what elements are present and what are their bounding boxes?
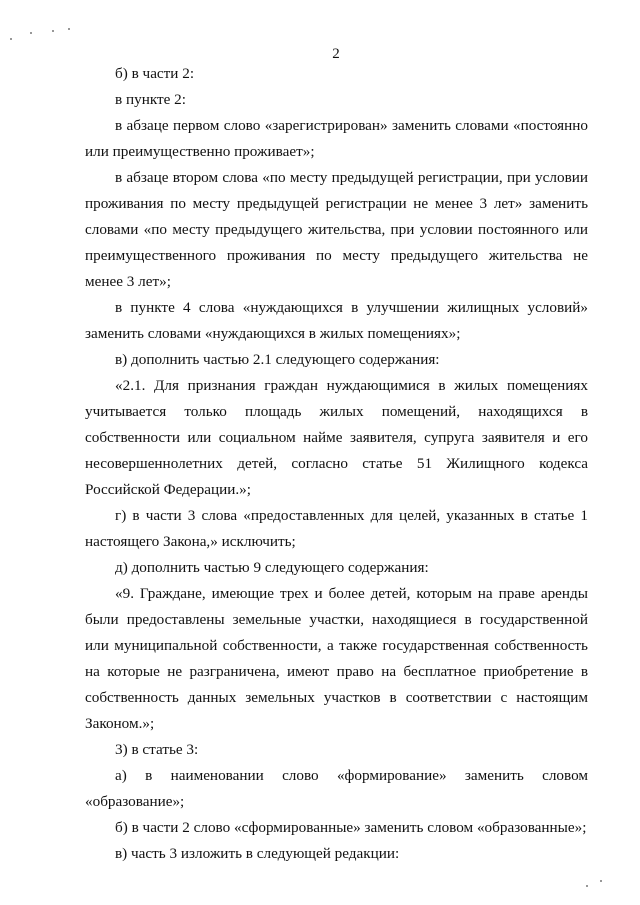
scan-speck [10, 38, 12, 40]
paragraph: в пункте 2: [115, 91, 186, 108]
paragraph: в) дополнить частью 2.1 следующего содержания: [115, 351, 440, 368]
scan-speck [68, 28, 70, 30]
paragraph: д) дополнить частью 9 следующего содержания: [115, 559, 429, 576]
paragraph: г) в части 3 слова «предоставленных для целей, указанных в статье 1 настоящего Закона,» исключить; [85, 507, 588, 550]
document-body [85, 61, 588, 867]
paragraph: в абзаце втором слова «по месту предыдущей регистрации, при условии проживания по месту предыдущей регистрации не менее 3 лет» заменить словами «по месту предыдущего жительства, при условии постоянного или преимущественного проживания по месту предыдущего жительства не менее 3 лет»; [85, 169, 588, 290]
paragraph: б) в части 2: [115, 65, 195, 82]
paragraph: «9. Граждане, имеющие трех и более детей, которым на праве аренды были предоставлены земельные участки, находящиеся в государственной или муниципальной собственности, а также государственная собственность на которые не разграничена, имеют право на бесплатное приобретение в собственность данных земельных участков в соответствии с настоящим Законом.»; [85, 585, 588, 732]
paragraph: б) в части 2 слово «сформированные» заменить словом «образованные»; [115, 819, 587, 836]
paragraph: в абзаце первом слово «зарегистрирован» заменить словами «постоянно или преимущественно проживает»; [85, 117, 588, 160]
scan-speck [586, 885, 588, 887]
paragraph: «2.1. Для признания граждан нуждающимися в жилых помещениях учитывается только площадь жилых помещений, находящихся в собственности или социальном найме заявителя, супруга заявителя и его несовершеннолетних детей, согласно статье 51 Жилищного кодекса Российской Федерации.»; [85, 377, 588, 498]
paragraph: в пункте 4 слова «нуждающихся в улучшении жилищных условий» заменить словами «нуждающихся в жилых помещениях»; [85, 299, 588, 342]
paragraph: 3) в статье 3: [115, 741, 199, 758]
paragraph: а) в наименовании слово «формирование» заменить словом «образование»; [85, 767, 588, 810]
scan-speck [30, 32, 32, 34]
paragraph: в) часть 3 изложить в следующей редакции: [115, 845, 400, 862]
scan-speck [52, 30, 54, 32]
scan-speck [600, 880, 602, 882]
page-number: 2 [332, 46, 340, 62]
